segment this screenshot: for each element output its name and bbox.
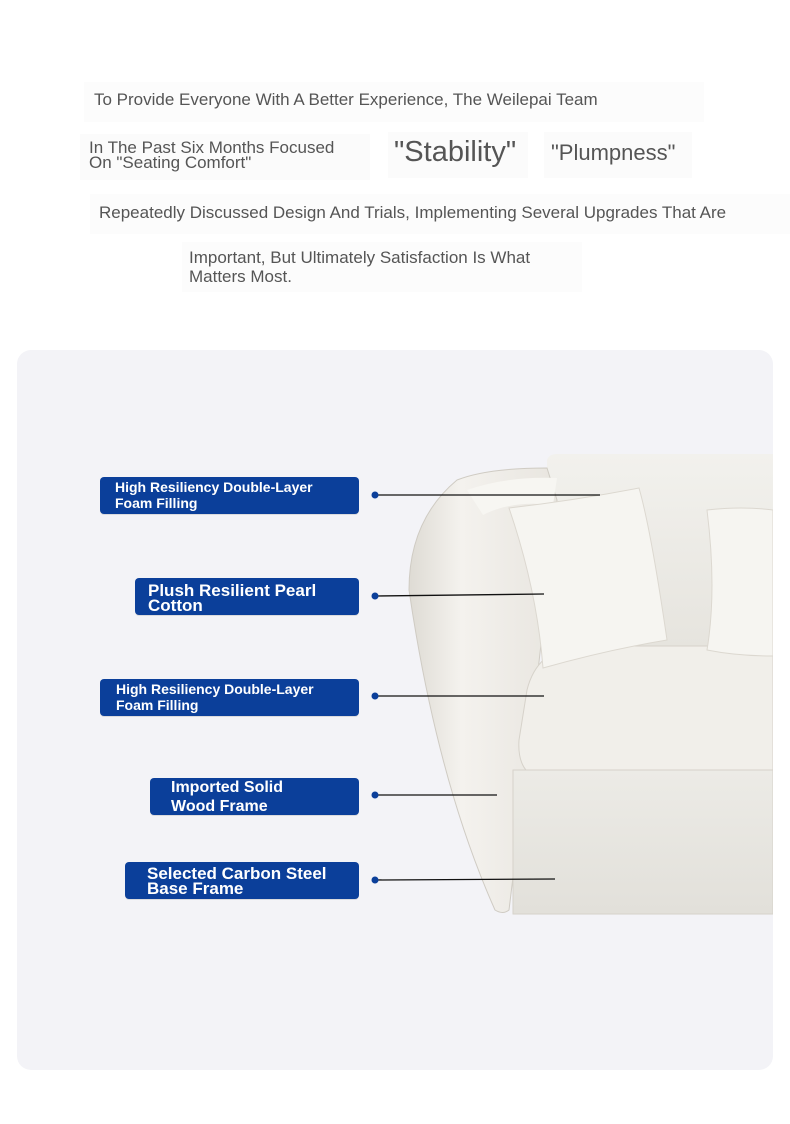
connector-line-5 [375, 879, 555, 880]
intro-line-4 [182, 242, 582, 292]
feature-label-4-line-1: Imported Solid [171, 779, 283, 796]
highlight-stability: "Stability" [388, 132, 528, 178]
feature-label-foam-filling-seat [100, 679, 359, 716]
feature-label-3-line-1: High Resiliency Double-Layer [116, 681, 314, 697]
connector-dot-1 [372, 492, 379, 499]
feature-label-pearl-cotton [135, 578, 359, 615]
connector-dot-5 [372, 877, 379, 884]
intro-line-3: Repeatedly Discussed Design And Trials, Implementing Several Upgrades That Are [90, 194, 790, 234]
feature-label-5-line-2: Base Frame [147, 879, 244, 898]
highlight-plumpness: "Plumpness" [544, 132, 692, 178]
feature-label-4-line-2: Wood Frame [171, 798, 268, 815]
intro-line-4a: Important, But Ultimately Satisfaction Is What [189, 248, 531, 267]
intro-line-1: To Provide Everyone With A Better Experience, The Weilepai Team [84, 82, 704, 122]
intro-line-2b: On "Seating Comfort" [89, 153, 252, 172]
feature-label-5-line-1: Selected Carbon Steel [147, 864, 327, 883]
feature-label-foam-filling-back [100, 477, 359, 514]
intro-line-4b: Matters Most. [189, 267, 292, 286]
feature-label-2-line-2: Cotton [148, 596, 203, 615]
connector-dot-3 [372, 693, 379, 700]
feature-label-steel-base [125, 862, 359, 899]
connector-dot-2 [372, 593, 379, 600]
feature-panel [17, 350, 773, 1070]
feature-label-3-line-2: Foam Filling [116, 697, 199, 713]
intro-line-2 [80, 134, 370, 180]
feature-label-1-line-1: High Resiliency Double-Layer [115, 479, 313, 495]
feature-label-2-line-1: Plush Resilient Pearl [148, 581, 317, 600]
connector-dot-4 [372, 792, 379, 799]
intro-line-2a: In The Past Six Months Focused [89, 138, 335, 157]
feature-label-wood-frame [150, 778, 359, 815]
feature-label-1-line-2: Foam Filling [115, 495, 198, 511]
connector-line-2 [375, 594, 544, 596]
